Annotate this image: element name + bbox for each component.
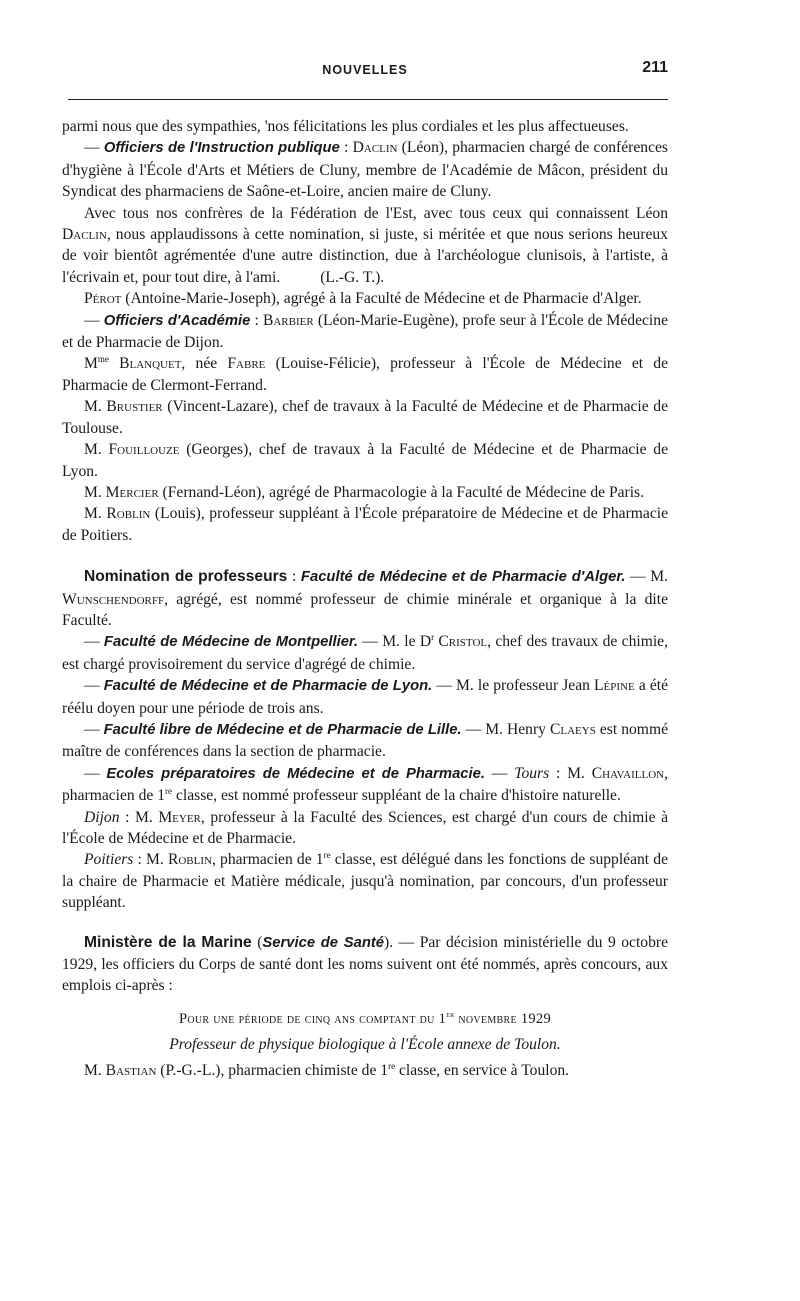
paragraph-ministere-marine: Ministère de la Marine (Service de Santé). — Par décision ministérielle du 9 octobre 1929, les officiers du Corps de santé dont les noms suivent ont été nommés, après concours, aux emplois ci-après : bbox=[62, 933, 669, 995]
position-title: Professeur de physique biologique à l'École annexe de Toulon. bbox=[169, 1036, 561, 1054]
paragraph-nomination-professeurs: Nomination de professeurs : Faculté de Médecine et de Pharmacie d'Alger. — M. Wunschendorff, agrégé, est nommé professeur de chimie minérale et organique à la dite Faculté. bbox=[62, 568, 668, 629]
place-name: Dijon bbox=[84, 808, 120, 826]
page-number: 211 bbox=[642, 59, 668, 76]
subheading-alger: Faculté de Médecine et de Pharmacie d'Alger. bbox=[300, 569, 626, 586]
place-name: Tours bbox=[514, 764, 550, 782]
signature: (L.-G. T.). bbox=[320, 268, 385, 286]
person-name: Fouillouze bbox=[108, 441, 180, 459]
person-name: Roblin bbox=[106, 505, 151, 523]
person-name: Mercier bbox=[105, 483, 159, 501]
heading-instruction-publique: Officiers de l'Instruction publique bbox=[103, 140, 340, 157]
person-name: Daclin bbox=[62, 226, 107, 244]
subheading-lille: Faculté libre de Médecine et de Pharmacie de Lille. bbox=[103, 721, 462, 738]
paragraph-fouillouze: M. Fouillouze (Georges), chef de travaux à la Faculté de Médecine et de Pharmacie de Lyon. bbox=[62, 441, 668, 480]
person-name: Blanquet bbox=[119, 355, 182, 373]
subheading-service-sante: Service de Santé bbox=[262, 934, 385, 951]
page-header bbox=[62, 59, 668, 87]
paragraph-lille: — Faculté libre de Médecine et de Pharmacie de Lille. — M. Henry Claeys est nommé maître de conférences dans la section de pharmacie. bbox=[62, 720, 668, 761]
paragraph-brustier: M. Brustier (Vincent-Lazare), chef de travaux à la Faculté de Médecine et de Pharmacie de Toulouse. bbox=[62, 398, 669, 437]
person-name: Bastian bbox=[105, 1061, 157, 1079]
person-name: Claeys bbox=[549, 720, 596, 738]
subheading-ecoles-preparatoires: Ecoles préparatoires de Médecine et de Pharmacie. bbox=[106, 765, 485, 782]
person-name: Barbier bbox=[262, 311, 314, 329]
person-name: Pérot bbox=[84, 290, 122, 308]
paragraph-blanquet: $M^{me}$ Blanquet, née Fabre (Louise-Félicie), professeur à l'École de Médecine et de Pharmacie de Clermont-Ferrand. bbox=[62, 354, 668, 394]
paragraph-congratulations: Avec tous nos confrères de la Fédération de l'Est, avec tous ceux qui connaissent Léon Daclin, nous applaudissons à cette nomination, si juste, si méritée et que nous serions heureux de voir bientôt agrémentée d'une autre distinction, due à l'archéologue clunisois, à l'artiste, à l'écrivain et, pour tout dire, à l'ami. (L.-G. T.). bbox=[62, 204, 668, 286]
heading-nomination-professeurs: Nomination de professeurs bbox=[84, 568, 288, 586]
period-line: Pour une période de cinq ans comptant du 1er novembre 1929 bbox=[178, 1009, 552, 1027]
article-body bbox=[62, 116, 668, 1081]
place-name: Poitiers bbox=[84, 851, 134, 869]
person-name: Wunschendorff bbox=[62, 590, 165, 608]
person-name: Cristol bbox=[434, 633, 488, 651]
paragraph-instruction-publique: — Officiers de l'Instruction publique : Daclin (Léon), pharmacien chargé de conférences d'hygiène à l'École d'Arts et Métiers de Cluny, membre de l'Académie de Mâcon, président du Syndicat des pharmaciens de Saône-et-Loire, ancien maire de Cluny. bbox=[62, 139, 668, 201]
heading-ministere-marine: Ministère de la Marine bbox=[84, 933, 252, 951]
running-title: NOUVELLES bbox=[322, 63, 408, 77]
paragraph-roblin: M. Roblin (Louis), professeur suppléant à l'École préparatoire de Médecine et de Pharmacie de Poitiers. bbox=[62, 505, 668, 544]
paragraph-lyon: — Faculté de Médecine et de Pharmacie de Lyon. — M. le professeur Jean Lépine a été réélu doyen pour une période de trois ans. bbox=[62, 677, 668, 717]
paragraph-montpellier: — Faculté de Médecine de Montpellier. — M. le $D^r$ Cristol, chef des travaux de chimie, est chargé provisoirement du service d'agrégé de chimie. bbox=[62, 632, 668, 673]
person-name: Chavaillon bbox=[591, 764, 665, 782]
subheading-lyon: Faculté de Médecine et de Pharmacie de Lyon. bbox=[103, 678, 433, 695]
heading-officiers-academie: Officiers d'Académie bbox=[103, 312, 251, 329]
person-name: Lépine bbox=[594, 677, 635, 695]
paragraph-dijon: Dijon : M. Meyer, professeur à la Faculté des Sciences, est chargé d'un cours de chimie à l'École de Médecine et de Pharmacie. bbox=[62, 808, 668, 847]
paragraph-officiers-academie: — Officiers d'Académie : Barbier (Léon-Marie-Eugène), profe seur à l'École de Médecine et de Pharmacie de Dijon. bbox=[62, 311, 668, 352]
person-name: Brustier bbox=[106, 398, 163, 416]
paragraph-1: parmi nous que des sympathies, 'nos félicitations les plus cordiales et les plus affectueuses. bbox=[62, 118, 629, 135]
person-name: Roblin bbox=[167, 851, 212, 869]
subheading-montpellier: Faculté de Médecine de Montpellier. bbox=[103, 634, 358, 651]
header-rule bbox=[68, 99, 668, 100]
person-name: Fabre bbox=[227, 355, 266, 373]
person-name: Daclin bbox=[352, 139, 398, 157]
paragraph-bastian: M. Bastian (P.-G.-L.), pharmacien chimiste de 1re classe, en service à Toulon. bbox=[84, 1060, 570, 1079]
paragraph-poitiers: Poitiers : M. Roblin, pharmacien de 1re classe, est délégué dans les fonctions de suppléant de la chaire de Pharmacie et Matière médicale, jusqu'à nomination, par concours, d'un professeur suppléant. bbox=[62, 850, 669, 912]
paragraph-mercier: M. Mercier (Fernand-Léon), agrégé de Pharmacologie à la Faculté de Médecine de Paris. bbox=[84, 483, 645, 501]
paragraph-perot: Pérot (Antoine-Marie-Joseph), agrégé à la Faculté de Médecine et de Pharmacie d'Alger. bbox=[84, 290, 642, 308]
paragraph-ecoles-preparatoires: — Ecoles préparatoires de Médecine et de Pharmacie. — Tours : M. Chavaillon, pharmacien de 1re classe, est nommé professeur suppléant de la chaire d'histoire naturelle. bbox=[62, 764, 669, 805]
person-name: Meyer bbox=[158, 808, 201, 826]
